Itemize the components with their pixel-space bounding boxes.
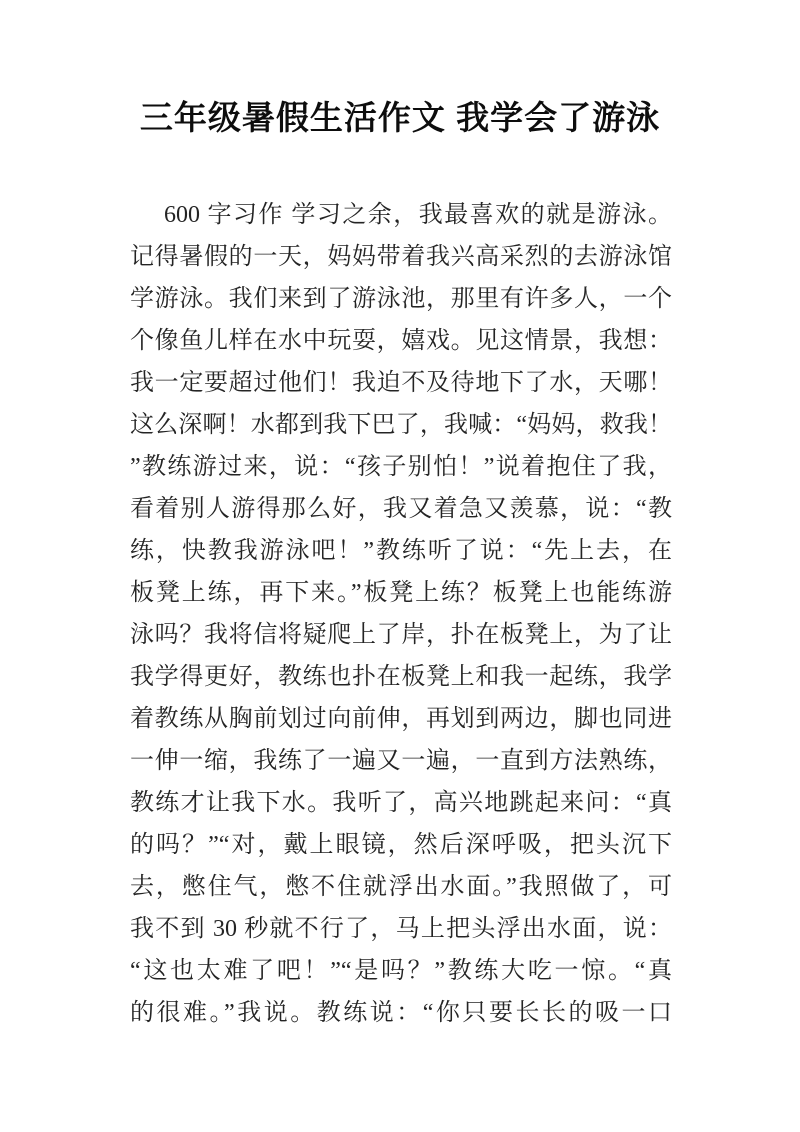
body-line: 练，快教我游泳吧！”教练听了说：“先上去，在	[130, 538, 672, 564]
body-line: 600 字习作 学习之余，我最喜欢的就是游泳。	[164, 202, 672, 228]
body-line: 泳吗？我将信将疑爬上了岸，扑在板凳上，为了让	[130, 622, 672, 648]
document-body	[130, 194, 672, 1034]
body-line: 一伸一缩，我练了一遍又一遍，一直到方法熟练，	[130, 748, 672, 774]
body-line: 着教练从胸前划过向前伸，再划到两边，脚也同进	[130, 706, 672, 732]
body-line: 去，憋住气，憋不住就浮出水面。”我照做了，可	[130, 874, 672, 900]
body-line: 看着别人游得那么好，我又着急又羡慕，说：“教	[130, 496, 672, 522]
body-line: 这么深啊！水都到我下巴了，我喊：“妈妈，救我！	[130, 412, 672, 438]
body-line: 板凳上练，再下来。”板凳上练？板凳上也能练游	[130, 580, 672, 606]
body-line: 我一定要超过他们！我迫不及待地下了水，天哪！	[130, 370, 672, 396]
body-line: 我学得更好，教练也扑在板凳上和我一起练，我学	[130, 664, 672, 690]
body-line: 个像鱼儿样在水中玩耍，嬉戏。见这情景，我想：	[130, 328, 672, 354]
body-line: “这也太难了吧！”“是吗？”教练大吃一惊。“真	[130, 958, 672, 984]
body-line: 记得暑假的一天，妈妈带着我兴高采烈的去游泳馆	[130, 244, 672, 270]
body-line: 的吗？”“对，戴上眼镜，然后深呼吸，把头沉下	[130, 832, 672, 858]
body-line: ”教练游过来，说：“孩子别怕！”说着抱住了我，	[130, 454, 672, 480]
body-line: 的很难。”我说。教练说：“你只要长长的吸一口	[130, 1000, 672, 1026]
body-line: 学游泳。我们来到了游泳池，那里有许多人，一个	[130, 286, 672, 312]
body-line: 我不到 30 秒就不行了，马上把头浮出水面，说：	[130, 916, 672, 942]
document-title: 三年级暑假生活作文 我学会了游泳	[139, 99, 661, 136]
body-line: 教练才让我下水。我听了，高兴地跳起来问：“真	[130, 790, 672, 816]
